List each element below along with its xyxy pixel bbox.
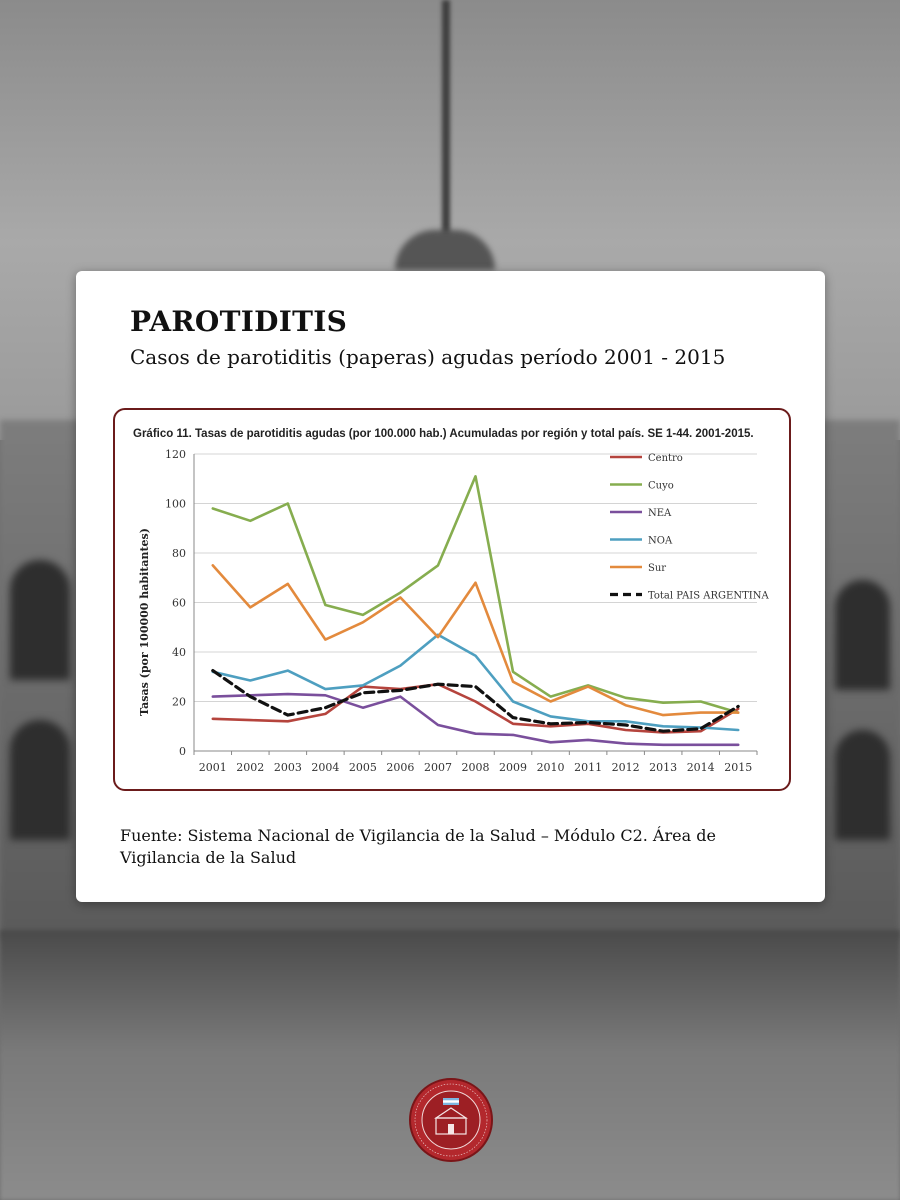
y-tick-label: 120: [165, 448, 186, 461]
x-tick-label: 2015: [724, 761, 753, 774]
y-tick-label: 100: [165, 497, 186, 511]
page-title: PAROTIDITIS: [130, 305, 348, 338]
legend-label: Total PAIS ARGENTINA: [648, 590, 769, 602]
x-tick-label: 2002: [236, 761, 265, 774]
legend-label: NEA: [648, 508, 672, 519]
x-tick-label: 2009: [499, 761, 528, 774]
content-card: [76, 271, 825, 902]
y-axis-label: Tasas (por 100000 habitantes): [138, 528, 151, 716]
x-tick-label: 2005: [348, 761, 377, 774]
line-chart: [115, 410, 789, 789]
legend-label: NOA: [648, 535, 673, 547]
source-note: Fuente: Sistema Nacional de Vigilancia de la Salud – Módulo C2. Área de Vigilancia de la Salud: [120, 826, 716, 867]
y-tick-label: 0: [179, 745, 186, 758]
legend-label: Sur: [648, 563, 667, 574]
seal-logo: [409, 1078, 493, 1162]
x-tick-label: 2004: [311, 761, 340, 774]
chart-frame: [113, 408, 791, 791]
y-tick-label: 40: [172, 646, 186, 659]
y-tick-label: 20: [172, 695, 186, 709]
x-tick-label: 2003: [273, 761, 302, 774]
x-tick-label: 2014: [686, 761, 715, 774]
series-line-sur: [213, 565, 738, 715]
x-tick-label: 2006: [386, 761, 415, 774]
legend-label: Centro: [648, 453, 683, 464]
chart-title: Gráfico 11. Tasas de parotiditis agudas (por 100.000 hab.) Acumuladas por región y total país. SE 1-44. 2001-2015.: [133, 428, 754, 440]
x-tick-label: 2007: [423, 761, 452, 774]
y-tick-label: 80: [172, 547, 186, 560]
x-tick-label: 2001: [198, 761, 227, 774]
x-tick-label: 2013: [649, 761, 678, 774]
x-tick-label: 2010: [536, 761, 565, 774]
x-tick-label: 2011: [574, 761, 603, 774]
page-subtitle: Casos de parotiditis (paperas) agudas período 2001 - 2015: [130, 345, 726, 369]
x-tick-label: 2008: [461, 761, 490, 774]
x-tick-label: 2012: [611, 761, 640, 774]
y-tick-label: 60: [172, 596, 186, 610]
legend-label: Cuyo: [648, 480, 674, 492]
